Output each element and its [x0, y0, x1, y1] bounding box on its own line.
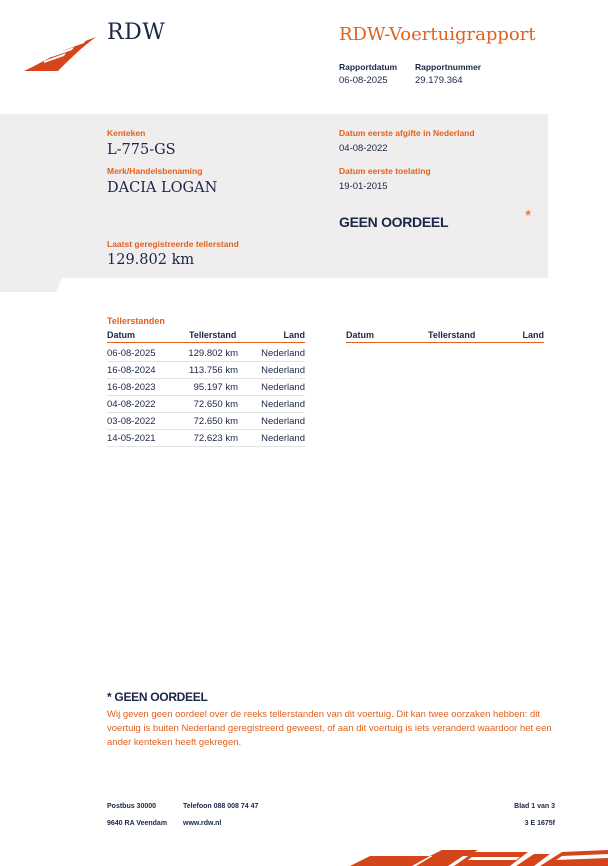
verdict-star: * — [525, 208, 532, 225]
report-title: RDW-Voertuigrapport — [339, 24, 536, 45]
col-country: Land — [283, 330, 305, 340]
row-odometer: 129.802 km — [188, 348, 238, 359]
summary-panel — [0, 114, 548, 278]
table-row — [107, 430, 305, 447]
first-nl-label: Datum eerste afgifte in Nederland — [339, 128, 475, 138]
verdict-text: GEEN OORDEEL — [339, 214, 449, 230]
table-row — [107, 345, 305, 362]
table-row — [107, 396, 305, 413]
row-country: Nederland — [261, 382, 305, 393]
row-country: Nederland — [261, 433, 305, 444]
last-odometer-value: 129.802 km — [107, 252, 195, 268]
report-date: 06-08-2025 — [339, 75, 388, 86]
footer-city: 9640 RA Veendam — [107, 820, 168, 827]
row-date: 16-08-2024 — [107, 365, 156, 376]
logo-text: RDW — [107, 20, 166, 45]
report-number-label: Rapportnummer — [415, 62, 482, 72]
first-admission-label: Datum eerste toelating — [339, 166, 431, 176]
row-odometer: 113.756 km — [189, 365, 238, 376]
row-odometer: 72.650 km — [193, 416, 238, 427]
first-admission-value: 19-01-2015 — [339, 181, 388, 192]
row-date: 03-08-2022 — [107, 416, 156, 427]
report-date-label: Rapportdatum — [339, 62, 398, 72]
col-country-2: Land — [522, 330, 544, 340]
plate-value: L-775-GS — [107, 142, 176, 158]
footer-code: 3 E 1675f — [524, 820, 555, 827]
col-date: Datum — [107, 330, 136, 340]
odometer-section-title: Tellerstanden — [107, 316, 165, 326]
footer-phone: Telefoon 088 008 74 47 — [183, 803, 259, 810]
footnote-text: Wij geven geen oordeel over de reeks tellerstanden van dit voertuig. Dit kan twee oorzaken hebben: dit voertuig is buiten Nederland geregistreerd geweest, of aan dit voertuig is iets veranderd waardoor het een ander kenteken heeft gekregen. — [107, 709, 552, 748]
footer-page: Blad 1 van 3 — [514, 803, 555, 810]
footer-website: www.rdw.nl — [183, 820, 222, 827]
row-date: 14-05-2021 — [107, 433, 156, 444]
odometer-table-header-left — [107, 330, 305, 343]
row-country: Nederland — [261, 365, 305, 376]
row-date: 06-08-2025 — [107, 348, 156, 359]
first-nl-value: 04-08-2022 — [339, 143, 388, 154]
col-odometer: Tellerstand — [189, 330, 237, 340]
table-row — [107, 362, 305, 379]
row-date: 16-08-2023 — [107, 382, 156, 393]
summary-panel-tail — [0, 278, 548, 292]
make-value: DACIA LOGAN — [107, 180, 218, 196]
plate-label: Kenteken — [107, 128, 146, 138]
col-date-2: Datum — [346, 330, 375, 340]
report-number: 29.179.364 — [415, 75, 463, 86]
last-odometer-label: Laatst geregistreerde tellerstand — [107, 239, 239, 249]
footer-stripes-icon — [350, 848, 608, 866]
row-country: Nederland — [261, 416, 305, 427]
table-row — [107, 379, 305, 396]
row-country: Nederland — [261, 399, 305, 410]
row-odometer: 72.623 km — [193, 433, 238, 444]
row-country: Nederland — [261, 348, 305, 359]
row-date: 04-08-2022 — [107, 399, 156, 410]
col-odometer-2: Tellerstand — [428, 330, 476, 340]
rdw-logo-icon — [22, 33, 98, 73]
make-label: Merk/Handelsbenaming — [107, 166, 203, 176]
footnote-title: * GEEN OORDEEL — [107, 690, 208, 704]
row-odometer: 95.197 km — [193, 382, 238, 393]
row-odometer: 72.650 km — [193, 399, 238, 410]
footer-postbus: Postbus 30000 — [107, 803, 157, 810]
odometer-table-header-right — [346, 330, 544, 343]
table-row — [107, 413, 305, 430]
